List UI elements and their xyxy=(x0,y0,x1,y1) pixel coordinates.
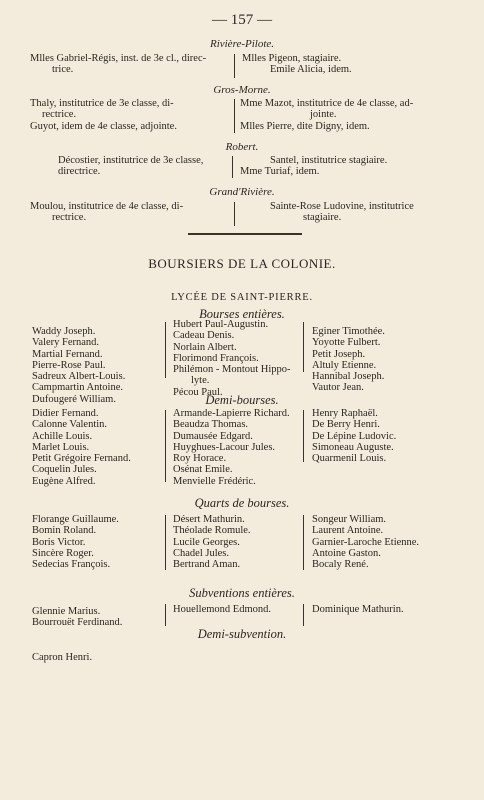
list-item: Menvielle Frédéric. xyxy=(173,475,256,487)
list-item: Songeur William. xyxy=(312,514,387,525)
list-item: Dumausée Edgard. xyxy=(173,430,253,442)
list-item: Martial Fernand. xyxy=(32,348,103,360)
list-item: Bertrand Aman. xyxy=(173,559,241,571)
column-divider xyxy=(165,604,166,626)
text-line: Mme Mazot, institutrice de 4e classe, ad- xyxy=(240,98,414,109)
list-item: Dominique Mathurin. xyxy=(312,604,404,615)
column-divider xyxy=(165,410,166,482)
list-item: Beaudza Thomas. xyxy=(173,419,249,431)
list-item: Sincère Roger. xyxy=(32,547,94,559)
list-item: Florimond François. xyxy=(173,352,259,364)
robert-left xyxy=(58,155,203,178)
text-line: Mme Turiaf, idem. xyxy=(240,166,320,178)
list-item: Valery Fernand. xyxy=(32,337,100,349)
list-item: De Lépine Ludovic. xyxy=(312,430,397,442)
demi-bourses-col2 xyxy=(173,408,290,487)
column-divider xyxy=(165,515,166,570)
list-item: Petit Joseph. xyxy=(312,348,366,360)
list-item: Campmartin Antoine. xyxy=(32,382,123,394)
list-item: Glennie Marius. xyxy=(32,606,101,617)
page-number: — 157 — xyxy=(212,12,272,28)
list-item: Coquelin Jules. xyxy=(32,464,97,476)
list-item: Boris Victor. xyxy=(32,536,86,548)
text-line: rectrice. xyxy=(42,109,77,121)
text-line: Mlles Gabriel-Régis, inst. de 3e cl., direc- xyxy=(30,53,207,64)
riviere-pilote-right xyxy=(242,53,352,76)
list-item: Altuly Etienne. xyxy=(312,359,377,371)
quarts-col1 xyxy=(32,514,119,570)
list-item: Achille Louis. xyxy=(32,430,93,442)
list-item: Eginer Timothée. xyxy=(312,326,385,337)
subventions-col1 xyxy=(32,606,122,629)
list-item: lyte. xyxy=(191,375,210,387)
demi-subvention-col1 xyxy=(32,652,92,663)
list-item: Pierre-Rose Paul. xyxy=(32,359,106,371)
text-line: stagiaire. xyxy=(303,212,342,224)
text-line: Santel, institutrice stagiaire. xyxy=(270,155,388,166)
list-item: Pécou Paul. xyxy=(173,386,223,398)
lycee-heading: LYCÉE DE SAINT-PIERRE. xyxy=(171,292,313,303)
demi-bourses-col3 xyxy=(312,408,396,464)
text-line: trice. xyxy=(52,64,74,76)
column-divider xyxy=(234,54,235,78)
section-title-riviere-pilote: Rivière-Pilote. xyxy=(209,38,275,50)
list-item: Philémon - Montout Hippo- xyxy=(173,364,291,376)
list-item: Capron Henri. xyxy=(32,652,93,663)
text-line: Décostier, institutrice de 3e classe, xyxy=(58,155,204,166)
list-item: Sedecias François. xyxy=(32,559,111,571)
list-item: Chadel Jules. xyxy=(173,547,229,559)
category-demi-bourses: Demi-bourses. xyxy=(205,393,279,407)
text-line: directrice. xyxy=(58,166,101,178)
list-item: Cadeau Denis. xyxy=(173,330,235,342)
list-item: Florange Guillaume. xyxy=(32,514,119,525)
text-line: jointe. xyxy=(310,109,337,121)
text-line: rectrice. xyxy=(52,212,87,224)
list-item: Désert Mathurin. xyxy=(173,514,245,525)
bourses-entieres-col3 xyxy=(312,326,385,394)
column-divider xyxy=(303,604,304,626)
category-bourses-entieres: Bourses entières. xyxy=(199,307,285,321)
list-item: Roy Horace. xyxy=(173,453,227,465)
demi-bourses-col1 xyxy=(32,408,131,487)
list-item: De Berry Henri. xyxy=(312,419,380,431)
text-line: Thaly, institutrice de 3e classe, di- xyxy=(30,98,174,109)
list-item: Calonne Valentin. xyxy=(32,419,108,431)
list-item: Théolade Romule. xyxy=(173,525,251,537)
list-item: Bomin Roland. xyxy=(32,525,97,537)
list-item: Henry Raphaël. xyxy=(312,408,378,419)
column-divider xyxy=(232,156,233,178)
section-title-robert: Robert. xyxy=(225,141,259,153)
gros-morne-right xyxy=(240,98,413,132)
list-item: Houellemond Edmond. xyxy=(173,604,271,615)
quarts-col3 xyxy=(312,514,419,570)
robert-right xyxy=(240,155,387,178)
text-line: Mlles Pierre, dite Digny, idem. xyxy=(240,120,370,132)
list-item: Eugène Alfred. xyxy=(32,475,96,487)
list-item: Vautor Jean. xyxy=(312,382,364,394)
section-title-gros-morne: Gros-Morne. xyxy=(213,84,271,96)
category-demi-subvention: Demi-subvention. xyxy=(197,627,287,641)
list-item: Petit Grégoire Fernand. xyxy=(32,453,131,465)
list-item: Huyghues-Lacour Jules. xyxy=(173,441,276,453)
column-divider xyxy=(234,202,235,226)
grand-riviere-left xyxy=(30,201,183,224)
category-quarts-de-bourses: Quarts de bourses. xyxy=(194,496,290,510)
list-item: Didier Fernand. xyxy=(32,408,99,419)
bourses-entieres-col2 xyxy=(173,319,291,398)
list-item: Bocaly René. xyxy=(312,559,369,571)
list-item: Waddy Joseph. xyxy=(32,326,96,337)
list-item: Lucile Georges. xyxy=(173,536,240,548)
column-divider xyxy=(303,322,304,372)
text-line: Sainte-Rose Ludovine, institutrice xyxy=(270,201,414,212)
list-item: Quarmenil Louis. xyxy=(312,453,387,465)
section-divider-rule xyxy=(188,233,302,235)
list-item: Armande-Lapierre Richard. xyxy=(173,408,290,419)
list-item: Laurent Antoine. xyxy=(312,525,384,537)
quarts-col2 xyxy=(173,514,251,570)
column-divider xyxy=(165,322,166,378)
list-item: Simoneau Auguste. xyxy=(312,441,394,453)
list-item: Antoine Gaston. xyxy=(312,547,381,559)
riviere-pilote-left xyxy=(30,53,206,76)
column-divider xyxy=(303,515,304,570)
list-item: Osénat Emile. xyxy=(173,464,233,476)
list-item: Yoyotte Fulbert. xyxy=(312,337,381,349)
text-line: Moulou, institutrice de 4e classe, di- xyxy=(30,201,184,212)
list-item: Garnier-Laroche Etienne. xyxy=(312,536,420,548)
grand-riviere-right xyxy=(270,201,414,224)
list-item: Dufougeré William. xyxy=(32,393,116,405)
list-item: Hubert Paul-Augustin. xyxy=(173,319,269,330)
main-heading: BOURSIERS DE LA COLONIE. xyxy=(148,256,336,271)
subventions-col2 xyxy=(173,604,271,615)
text-line: Emile Alicia, idem. xyxy=(270,64,352,76)
column-divider xyxy=(234,99,235,133)
list-item: Norlain Albert. xyxy=(173,341,237,353)
section-title-grand-riviere: Grand'Rivière. xyxy=(209,186,275,198)
column-divider xyxy=(303,410,304,462)
subventions-col3 xyxy=(312,604,404,615)
list-item: Marlet Louis. xyxy=(32,441,90,453)
list-item: Hannibal Joseph. xyxy=(312,371,385,383)
text-line: Mlles Pigeon, stagiaire. xyxy=(242,53,342,64)
list-item: Sadreux Albert-Louis. xyxy=(32,371,126,383)
list-item: Bourrouët Ferdinand. xyxy=(32,617,123,629)
gros-morne-left xyxy=(30,98,177,132)
category-subventions-entieres: Subventions entières. xyxy=(189,586,295,600)
text-line: Guyot, idem de 4e classe, adjointe. xyxy=(30,120,177,132)
